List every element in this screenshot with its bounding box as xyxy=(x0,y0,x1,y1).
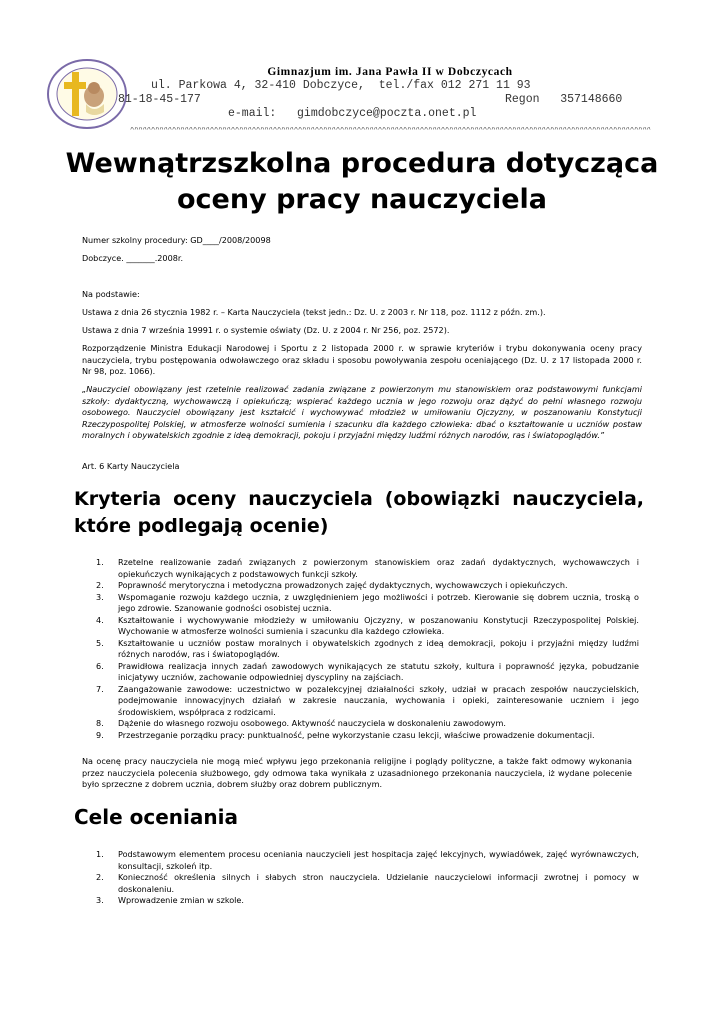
list-number: 9. xyxy=(96,729,104,740)
list-item xyxy=(82,557,639,580)
list-number: 2. xyxy=(96,872,104,882)
school-address: ul. Parkowa 4, 32-410 Dobczyce, tel./fax 012 271 11 93 xyxy=(151,79,531,92)
school-phone: 81-18-45-177 xyxy=(118,93,201,106)
list-text: Przestrzeganie porządku pracy: punktualność, pełne wykorzystanie czasu lekcji, właściwe prowadzenie dokumentacji. xyxy=(118,729,595,740)
list-text: Poprawność merytoryczna i metodyczna prowadzonych zajęć dydaktycznych, wychowawczych i opiekuńczych. xyxy=(118,580,568,590)
list-text: Podstawowym elementem procesu oceniania nauczycieli jest hospitacja zajęć lekcyjnych, wywiadówek, zajęć wyrównawczych, konsultacji, szkoleń itp. xyxy=(118,849,639,871)
list-item xyxy=(82,718,639,730)
criteria-note: Na ocenę pracy nauczyciela nie mogą mieć wpływu jego przekonania religijne i poglądy polityczne, a także fakt odmowy wykonania przez nauczyciela polecenia służbowego, gdy odmowa taka wynikała z uzasadnionego przekonania nauczyciela, iż wydane polecenie było sprzeczne z dobrem ucznia, dobrem służby oraz dobrem publicznym. xyxy=(82,756,632,789)
list-number: 1. xyxy=(96,849,104,859)
list-item xyxy=(82,730,639,742)
list-number: 2. xyxy=(96,580,104,590)
school-regon: Regon 357148660 xyxy=(505,93,623,106)
school-email: e-mail: gimdobczyce@poczta.onet.pl xyxy=(228,107,477,120)
list-item xyxy=(82,638,639,661)
list-text: Kształtowanie i wychowywanie młodzieży w umiłowaniu Ojczyzny, w poszanowaniu Konstytucji Rzeczypospolitej Polskiej. Wychowanie w atmosferze wolności sumienia i szacunku dla każdego człowieka. xyxy=(118,614,639,636)
quote-text: „Nauczyciel obowiązany jest rzetelnie realizować zadania związane z powierzonym mu stanowiskiem oraz podstawowymi funkcjami szkoły: dydaktyczną, wychowawczą i opiekuńczą; wspierać każdego ucznia w jego rozwoju oraz dążyć do pełni własnego rozwoju osobowego. Nauczyciel obowiązany jest kształcić i wychowywać młodzież w umiłowaniu Ojczyzny, w poszanowaniu Konstytucji Rzeczypospolitej Polskiej, w atmosferze wolności sumienia i szacunku dla każdego człowieka: dbać o kształtowanie u uczniów postaw moralnych i obywatelskich zgodnie z ideą demokracji, pokoju i przyjaźni między ludźmi różnych narodów, ras i światopoglądów.” xyxy=(82,384,642,440)
letterhead-divider: ^^^^^^^^^^^^^^^^^^^^^^^^^^^^^^^^^^^^^^^^^^^^^^^^^^^^^^^^^^^^^^^^^^^^^^^^^^^^^^^^^^^^^^^^^^^^^^^^^^^^^^^^^^^^^^^^^^^^^^^^^^^^ xyxy=(130,127,651,133)
basis-heading: Na podstawie: xyxy=(82,289,140,299)
list-number: 1. xyxy=(96,557,104,567)
list-number: 4. xyxy=(96,614,104,625)
list-item xyxy=(82,592,639,615)
list-number: 3. xyxy=(96,591,104,602)
criteria-list xyxy=(82,557,639,741)
school-logo xyxy=(46,58,128,130)
list-item xyxy=(82,872,639,895)
list-text: Zaangażowanie zawodowe: uczestnictwo w pozalekcyjnej działalności szkoły, udział w pracach zespołów nauczycielskich, podejmowanie innowacyjnych działań w zakresie nauczania, wychowania i opieki, zainteresowanie uczniem i jego środowiskiem, współpraca z rodzicami. xyxy=(118,683,639,717)
list-text: Kształtowanie u uczniów postaw moralnych i obywatelskich zgodnych z ideą demokracji, pokoju i przyjaźni między ludźmi różnych narodów, ras i światopoglądów. xyxy=(118,637,639,659)
list-text: Rzetelne realizowanie zadań związanych z powierzonym stanowiskiem oraz zadań dydaktycznych, wychowawczych i opiekuńczych wynikających z podstawowych funkcji szkoły. xyxy=(118,557,639,579)
list-number: 5. xyxy=(96,637,104,648)
list-text: Konieczność określenia silnych i słabych stron nauczyciela. Udzielanie nauczycielowi informacji zwrotnej i pomocy w doskonaleniu. xyxy=(118,872,639,894)
list-number: 8. xyxy=(96,718,104,728)
list-item xyxy=(82,895,639,907)
list-item xyxy=(82,849,639,872)
list-text: Prawidłowa realizacja innych zadań zawodowych wynikających ze statutu szkoły, kultura i poprawność języka, pobudzanie inicjatywy uczniów, zachowanie odpowiedniej dyscypliny na zajściach. xyxy=(118,660,639,682)
list-text: Dążenie do własnego rozwoju osobowego. Aktywność nauczyciela w doskonaleniu zawodowym. xyxy=(118,718,506,728)
school-name: Gimnazjum im. Jana Pawła II w Dobczycach xyxy=(267,66,513,78)
list-number: 7. xyxy=(96,683,104,694)
document-title: Wewnątrzszkolna procedura dotycząca oceny pracy nauczyciela xyxy=(65,148,659,215)
list-item xyxy=(82,684,639,719)
list-number: 3. xyxy=(96,895,104,905)
basis-item: Ustawa z dnia 26 stycznia 1982 r. – Karta Nauczyciela (tekst jedn.: Dz. U. z 2003 r. Nr 118, poz. 1112 z późn. zm.). xyxy=(82,307,546,317)
goals-heading: Cele oceniania xyxy=(74,805,238,829)
list-item xyxy=(82,580,639,592)
list-text: Wspomaganie rozwoju każdego ucznia, z uwzględnieniem jego możliwości i potrzeb. Kierowanie się dobrem ucznia, troską o jego zdrowie. Szanowanie godności osobistej ucznia. xyxy=(118,591,639,613)
basis-item: Ustawa z dnia 7 września 19991 r. o systemie oświaty (Dz. U. z 2004 r. Nr 256, poz. 2572). xyxy=(82,325,450,335)
list-number: 6. xyxy=(96,660,104,671)
list-text: Wprowadzenie zmian w szkole. xyxy=(118,895,244,905)
place-date: Dobczyce. _______.2008r. xyxy=(82,253,184,263)
basis-item: Rozporządzenie Ministra Edukacji Narodowej i Sportu z 2 listopada 2000 r. w sprawie kryteriów i trybu dokonywania oceny pracy nauczyciela, trybu postępowania odwoławczego oraz składu i sposobu powoływania zespołu oceniającego (Dz. U. z 17 listopada 2000 r. Nr 98, poz. 1066). xyxy=(82,343,642,376)
procedure-number: Numer szkolny procedury: GD____/2008/20098 xyxy=(82,235,271,245)
list-item xyxy=(82,615,639,638)
list-item xyxy=(82,661,639,684)
quote-source: Art. 6 Karty Nauczyciela xyxy=(82,461,180,471)
goals-list xyxy=(82,849,639,907)
criteria-heading: Kryteria oceny nauczyciela (obowiązki nauczyciela, które podlegają ocenie) xyxy=(74,488,644,537)
